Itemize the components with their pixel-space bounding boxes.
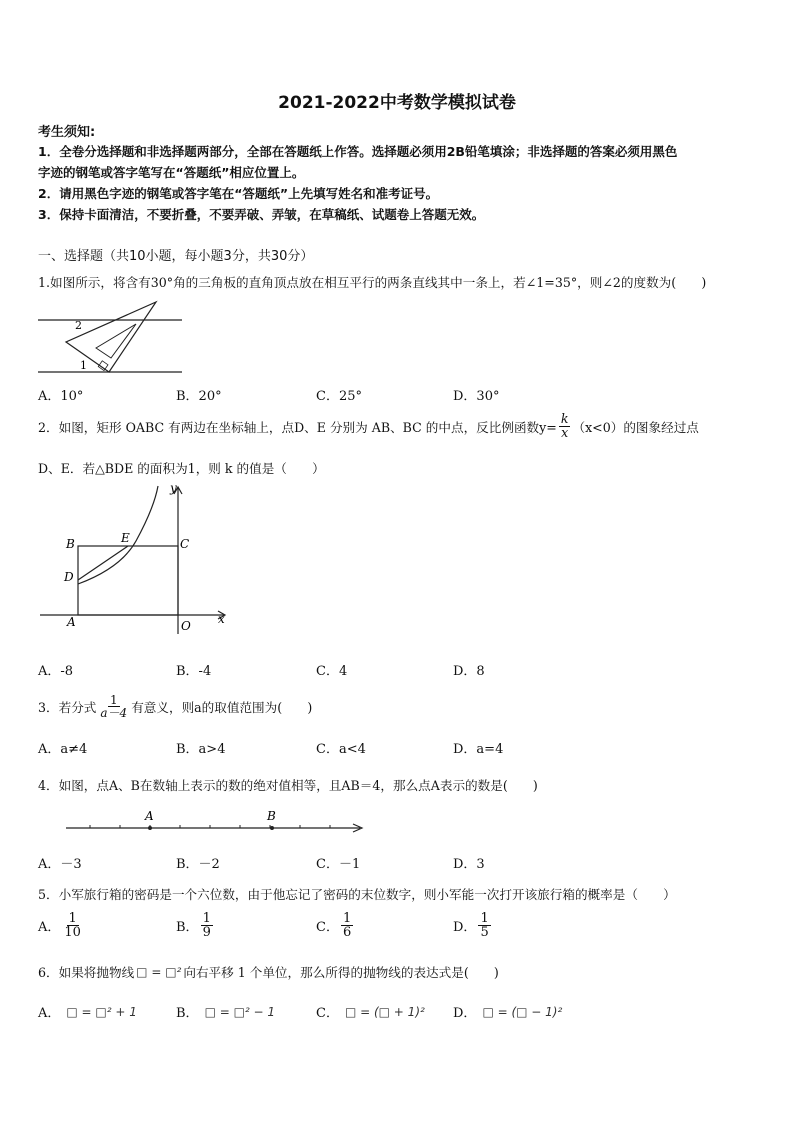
fraction-denominator: 9	[202, 925, 211, 940]
question-1-figure	[36, 298, 186, 378]
question-6-option-c[interactable]	[316, 1002, 425, 1021]
notice-item-3: 3．保持卡面清洁，不要折叠，不要弄破、弄皱，在草稿纸、试题卷上答题无效。	[38, 207, 485, 222]
question-2-option-b[interactable]: B．-4	[176, 664, 212, 679]
question-1-option-a[interactable]: A．10°	[38, 389, 84, 404]
question-1-stem: 1.如图所示，将含有30°角的三角板的直角顶点放在相互平行的两条直线其中一条上，若∠1=35°，则∠2的度数为( )	[38, 275, 707, 290]
question-3-option-c[interactable]: C．a<4	[316, 742, 366, 757]
option-letter: A．	[38, 920, 61, 935]
figure-x-label: x	[218, 612, 225, 626]
question-2-stem-line1	[38, 413, 699, 439]
figure-e-label: E	[121, 531, 130, 545]
option-expression: □ = (□ − 1)²	[482, 1004, 563, 1019]
option-letter: B．	[176, 920, 199, 935]
fraction-numerator: 1	[480, 911, 489, 926]
fraction-denominator: 6	[342, 925, 352, 940]
question-6-expression: □ = □²	[136, 964, 182, 979]
question-6-option-d[interactable]	[453, 1002, 562, 1021]
option-fraction	[478, 912, 490, 939]
option-fraction	[62, 912, 83, 939]
option-letter: C．	[316, 1006, 339, 1021]
fraction-numerator: 1	[109, 693, 118, 707]
question-6-option-a[interactable]	[38, 1002, 137, 1021]
fraction-numerator: 1	[68, 911, 77, 926]
question-3-stem-a: 3．若分式	[38, 700, 97, 715]
option-letter: D．	[453, 920, 477, 935]
fraction-denominator: a－4	[100, 706, 128, 720]
question-5-option-a[interactable]	[38, 912, 85, 939]
figure-c-label: C	[180, 537, 190, 551]
option-letter: B．	[176, 1006, 199, 1021]
question-5-option-b[interactable]	[176, 912, 215, 939]
question-3-fraction	[98, 694, 129, 719]
option-letter: C．	[316, 920, 339, 935]
option-expression: □ = □² − 1	[204, 1004, 276, 1019]
question-1-option-d[interactable]: D．30°	[453, 389, 500, 404]
figure-y-label: y	[170, 481, 177, 495]
option-letter: A．	[38, 1006, 61, 1021]
fraction-numerator: k	[560, 411, 569, 426]
fraction-numerator: 1	[202, 911, 211, 926]
question-6-stem-b: 向右平移 1 个单位，那么所得的抛物线的表达式是( )	[183, 965, 499, 980]
option-fraction	[341, 912, 353, 939]
figure-d-label: D	[64, 570, 74, 584]
point-a-label: A	[145, 809, 154, 823]
question-3-option-b[interactable]: B．a>4	[176, 742, 226, 757]
question-6-option-b[interactable]	[176, 1002, 275, 1021]
figure-a-label: A	[67, 615, 76, 629]
question-4-number-line	[60, 806, 370, 840]
question-2-option-c[interactable]: C．4	[316, 664, 348, 679]
figure-o-label: O	[181, 619, 191, 633]
point-b-label: B	[267, 809, 276, 823]
notice-heading: 考生须知:	[38, 125, 96, 140]
fraction-numerator: 1	[342, 911, 352, 926]
question-5-option-d[interactable]	[453, 912, 493, 939]
question-1-option-b[interactable]: B．20°	[176, 389, 222, 404]
notice-item-1-cont: 字迹的钢笔或答字笔写在“答题纸”相应位置上。	[38, 165, 305, 180]
question-2-fraction	[559, 413, 571, 439]
option-fraction	[201, 912, 213, 939]
question-2-option-a[interactable]: A．-8	[38, 664, 74, 679]
figure-angle-2-label: 2	[75, 319, 82, 332]
question-4-option-d[interactable]: D．3	[453, 857, 485, 872]
fraction-denominator: x	[561, 424, 569, 440]
question-2-stem-a: 2．如图，矩形 OABC 有两边在坐标轴上，点D、E 分别为 AB、BC 的中点，反比例函数y=	[38, 419, 557, 435]
question-6-stem-a: 6．如果将抛物线	[38, 965, 135, 980]
question-5-option-c[interactable]	[316, 912, 355, 939]
section-heading: 一、选择题（共10小题，每小题3分，共30分）	[38, 249, 314, 264]
fraction-denominator: 10	[64, 925, 81, 940]
figure-b-label: B	[66, 537, 75, 551]
question-5-stem: 5．小军旅行箱的密码是一个六位数，由于他忘记了密码的末位数字，则小军能一次打开该旅行箱的概率是（ ）	[38, 887, 676, 902]
question-2-figure	[36, 478, 236, 638]
question-6-stem	[38, 962, 499, 981]
option-letter: D．	[453, 1006, 477, 1021]
notice-item-1: 1．全卷分选择题和非选择题两部分，全部在答题纸上作答。选择题必须用2B铅笔填涂；非选择题的答案必须用黑色	[38, 144, 678, 159]
question-4-option-a[interactable]: A．－3	[38, 857, 82, 872]
figure-angle-1-label: 1	[80, 359, 87, 372]
question-4-option-b[interactable]: B．－2	[176, 857, 220, 872]
question-4-stem: 4．如图，点A、B在数轴上表示的数的绝对值相等，且AB＝4，那么点A表示的数是( )	[38, 778, 538, 793]
question-1-option-c[interactable]: C．25°	[316, 389, 362, 404]
page-title: 2021-2022中考数学模拟试卷	[278, 93, 516, 113]
option-expression: □ = □² + 1	[66, 1004, 137, 1019]
question-4-option-c[interactable]: C．－1	[316, 857, 361, 872]
question-3-stem	[38, 694, 312, 719]
question-2-stem-line2: D、E．若△BDE 的面积为1，则 k 的值是（ ）	[38, 461, 325, 476]
question-2-option-d[interactable]: D．8	[453, 664, 485, 679]
notice-item-2: 2．请用黑色字迹的钢笔或答字笔在“答题纸”上先填写姓名和准考证号。	[38, 186, 439, 201]
option-expression: □ = (□ + 1)²	[344, 1004, 425, 1019]
question-3-option-a[interactable]: A．a≠4	[38, 742, 88, 757]
question-2-stem-b: （x<0）的图象经过点	[572, 419, 699, 435]
question-3-option-d[interactable]: D．a=4	[453, 742, 504, 757]
fraction-denominator: 5	[480, 925, 489, 940]
question-3-stem-b: 有意义，则a的取值范围为( )	[131, 700, 313, 715]
